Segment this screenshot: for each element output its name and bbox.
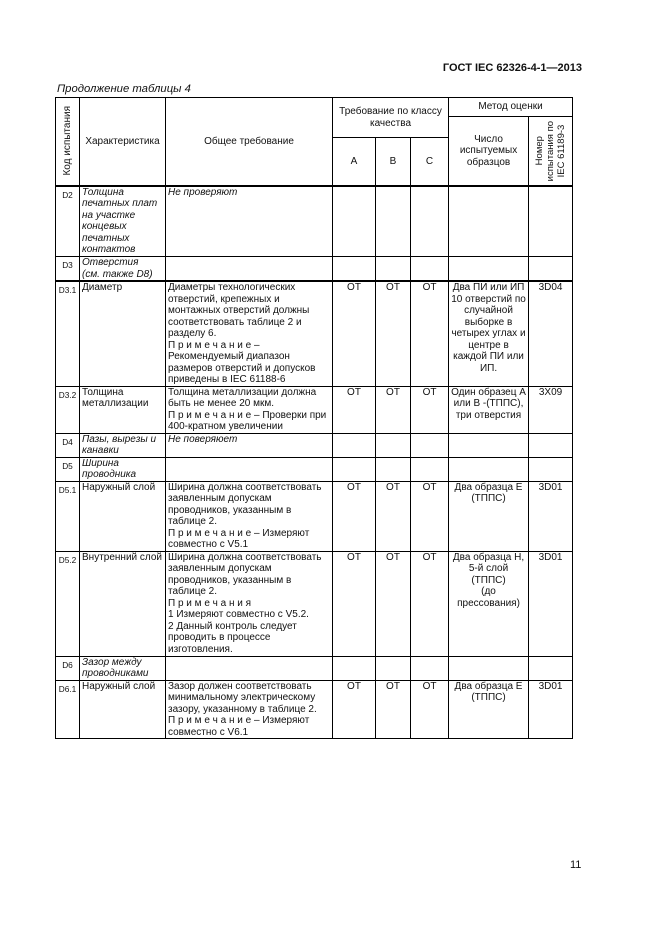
class-c-cell: ОТ	[411, 481, 449, 551]
header-code	[56, 98, 80, 186]
general-requirement-cell: Диаметры технологических отверстий, крепежных и монтажных отверстий должны соответствовать таблице 2 и разделу 6. П р и м е ч а н и е – Рекомендуемый диапазон размеров отверстий и допусков приведены в IEC 61188-6	[166, 281, 333, 386]
general-requirement-cell: Зазор должен соответствовать минимальному электрическому зазору, указанному в таблице 2. П р и м е ч а н и е – Измеряют совместно с V6.1	[166, 680, 333, 739]
class-b-cell	[376, 186, 411, 257]
sample-count-cell	[449, 257, 529, 282]
test-number-cell	[529, 257, 573, 282]
code-cell: D5.1	[56, 481, 80, 551]
characteristic-cell: Диаметр	[80, 281, 166, 386]
sample-count-cell: Один образец А или В -(ТППС), три отверстия	[449, 386, 529, 433]
class-b-cell	[376, 257, 411, 282]
table-row	[56, 551, 573, 656]
sample-count-cell	[449, 433, 529, 457]
table-row	[56, 186, 573, 257]
code-cell: D3.1	[56, 281, 80, 386]
class-b-cell	[376, 656, 411, 680]
test-number-cell	[529, 457, 573, 481]
general-requirement-cell	[166, 457, 333, 481]
code-cell: D6.1	[56, 680, 80, 739]
class-a-cell: ОТ	[333, 281, 376, 386]
test-number-cell: 3D01	[529, 551, 573, 656]
table-row	[56, 281, 573, 386]
class-c-cell	[411, 257, 449, 282]
table-row	[56, 257, 573, 282]
table-row	[56, 433, 573, 457]
table-row	[56, 386, 573, 433]
class-b-cell: ОТ	[376, 551, 411, 656]
class-c-cell	[411, 656, 449, 680]
characteristic-cell: Пазы, вырезы и канавки	[80, 433, 166, 457]
characteristic-cell: Наружный слой	[80, 481, 166, 551]
header-test-number-label: Номер испытания по IEC 61189-3	[534, 120, 568, 181]
code-cell: D4	[56, 433, 80, 457]
header-class-b: В	[376, 138, 411, 186]
class-a-cell	[333, 656, 376, 680]
class-c-cell: ОТ	[411, 386, 449, 433]
class-b-cell: ОТ	[376, 481, 411, 551]
characteristic-cell: Толщина печатных плат на участке концевых печатных контактов	[80, 186, 166, 257]
sample-count-cell: Два ПИ или ИП 10 отверстий по случайной выборке в четырех углах и центре в каждой ПИ или ИП.	[449, 281, 529, 386]
characteristic-cell: Внутренний слой	[80, 551, 166, 656]
class-a-cell: ОТ	[333, 551, 376, 656]
class-a-cell	[333, 433, 376, 457]
table-row	[56, 481, 573, 551]
header-test-number	[529, 117, 573, 186]
general-requirement-cell: Ширина должна соответствовать заявленным допускам проводников, указанным в таблице 2. П р и м е ч а н и я 1 Измеряют совместно с V5.2. 2 Данный контроль следует проводить в процессе изготовления.	[166, 551, 333, 656]
header-class-requirement: Требование по классу качества	[333, 98, 449, 138]
table-row	[56, 680, 573, 739]
code-cell: D5	[56, 457, 80, 481]
class-b-cell: ОТ	[376, 680, 411, 739]
header-class-c: С	[411, 138, 449, 186]
class-a-cell	[333, 457, 376, 481]
class-b-cell	[376, 433, 411, 457]
general-requirement-cell: Толщина металлизации должна быть не менее 20 мкм. П р и м е ч а н и е – Проверки при 400-кратном увеличении	[166, 386, 333, 433]
characteristic-cell: Толщина металлизации	[80, 386, 166, 433]
class-c-cell	[411, 433, 449, 457]
test-number-cell	[529, 433, 573, 457]
class-c-cell	[411, 186, 449, 257]
standard-id: ГОСТ IEC 62326-4-1—2013	[442, 62, 582, 74]
class-a-cell: ОТ	[333, 680, 376, 739]
header-evaluation-method: Метод оценки	[449, 98, 573, 117]
page-number: 11	[570, 859, 582, 871]
characteristic-cell: Зазор между проводниками	[80, 656, 166, 680]
class-c-cell: ОТ	[411, 680, 449, 739]
code-cell: D5.2	[56, 551, 80, 656]
sample-count-cell: Два образца Е (ТППС)	[449, 680, 529, 739]
characteristic-cell: Наружный слой	[80, 680, 166, 739]
test-number-cell: 3D01	[529, 481, 573, 551]
requirements-table	[55, 97, 573, 739]
class-a-cell: ОТ	[333, 481, 376, 551]
general-requirement-cell	[166, 257, 333, 282]
test-number-cell	[529, 186, 573, 257]
class-a-cell	[333, 186, 376, 257]
header-general-requirement: Общее требование	[166, 98, 333, 186]
code-cell: D2	[56, 186, 80, 257]
header-sample-count: Число испытуемых образцов	[449, 117, 529, 186]
class-a-cell	[333, 257, 376, 282]
class-c-cell: ОТ	[411, 551, 449, 656]
header-class-a: А	[333, 138, 376, 186]
test-number-cell: 3X09	[529, 386, 573, 433]
header-characteristic: Характеристика	[80, 98, 166, 186]
general-requirement-cell	[166, 656, 333, 680]
class-c-cell: ОТ	[411, 281, 449, 386]
general-requirement-cell: Ширина должна соответствовать заявленным допускам проводников, указанным в таблице 2. П р и м е ч а н и е – Измеряют совместно с V5.1	[166, 481, 333, 551]
code-cell: D3.2	[56, 386, 80, 433]
test-number-cell: 3D04	[529, 281, 573, 386]
general-requirement-cell: Не проверяют	[166, 186, 333, 257]
sample-count-cell	[449, 656, 529, 680]
characteristic-cell: Ширина проводника	[80, 457, 166, 481]
sample-count-cell	[449, 457, 529, 481]
sample-count-cell: Два образца Е (ТППС)	[449, 481, 529, 551]
header-code-label: Код испытания	[61, 106, 73, 177]
code-cell: D3	[56, 257, 80, 282]
general-requirement-cell: Не поверяюет	[166, 433, 333, 457]
class-b-cell: ОТ	[376, 281, 411, 386]
code-cell: D6	[56, 656, 80, 680]
test-number-cell	[529, 656, 573, 680]
class-b-cell	[376, 457, 411, 481]
class-c-cell	[411, 457, 449, 481]
class-b-cell: ОТ	[376, 386, 411, 433]
table-row	[56, 457, 573, 481]
class-a-cell: ОТ	[333, 386, 376, 433]
sample-count-cell: Два образца Н, 5-й слой (ТППС) (до прессования)	[449, 551, 529, 656]
table-caption: Продолжение таблицы 4	[57, 83, 191, 95]
characteristic-cell: Отверстия (см. также D8)	[80, 257, 166, 282]
sample-count-cell	[449, 186, 529, 257]
test-number-cell: 3D01	[529, 680, 573, 739]
table-row	[56, 656, 573, 680]
